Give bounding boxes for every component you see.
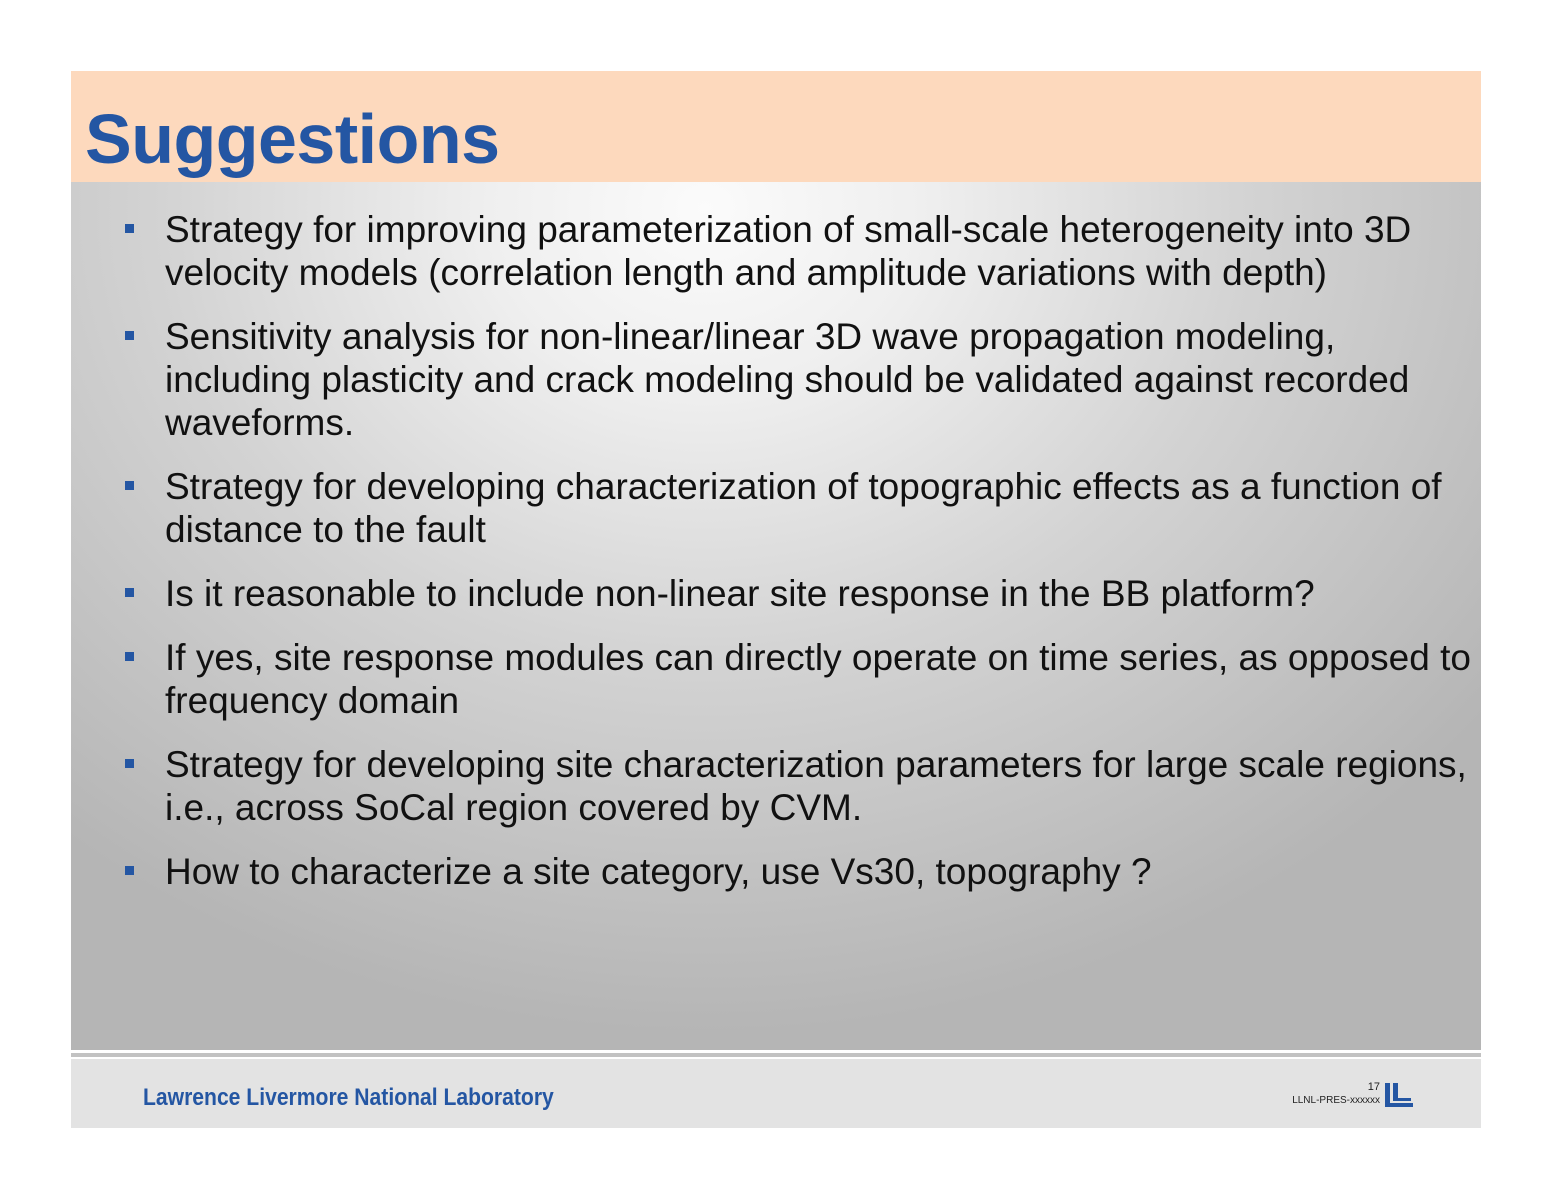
bullet-marker-icon	[125, 759, 134, 768]
bullet-item	[71, 315, 1471, 444]
footer-organization: Lawrence Livermore National Laboratory	[143, 1084, 554, 1111]
bullet-text: If yes, site response modules can directly operate on time series, as opposed to frequency domain	[165, 637, 1471, 721]
bullet-marker-icon	[125, 224, 134, 233]
bullet-marker-icon	[125, 652, 134, 661]
slide	[71, 71, 1481, 1128]
bullet-text: Is it reasonable to include non-linear site response in the BB platform?	[165, 573, 1315, 614]
page-number: 17	[1367, 1081, 1380, 1093]
bullet-marker-icon	[125, 588, 134, 597]
title-bar	[71, 71, 1481, 182]
bullet-item	[71, 572, 1471, 615]
slide-content	[71, 182, 1481, 1050]
bullet-text: How to characterize a site category, use Vs30, topography ?	[165, 851, 1152, 892]
document-id: LLNL-PRES-xxxxxx	[1292, 1095, 1380, 1106]
bullet-item	[71, 465, 1471, 551]
bullet-marker-icon	[125, 866, 134, 875]
bullet-list	[71, 208, 1471, 914]
bullet-item	[71, 636, 1471, 722]
bullet-text: Strategy for developing characterization of topographic effects as a function of distance to the fault	[165, 466, 1442, 550]
bullet-marker-icon	[125, 331, 134, 340]
llnl-logo-icon	[1384, 1083, 1414, 1109]
bullet-text: Strategy for improving parameterization of small-scale heterogeneity into 3D velocity models (correlation length and amplitude variations with depth)	[165, 209, 1412, 293]
bullet-text: Sensitivity analysis for non-linear/linear 3D wave propagation modeling, including plasticity and crack modeling should be validated against recorded waveforms.	[165, 316, 1410, 443]
footer-divider	[71, 1053, 1481, 1057]
bullet-marker-icon	[125, 481, 134, 490]
bullet-item	[71, 208, 1471, 294]
slide-title: Suggestions	[85, 100, 500, 178]
bullet-item	[71, 743, 1471, 829]
footer	[71, 1059, 1481, 1128]
bullet-item	[71, 850, 1471, 893]
bullet-text: Strategy for developing site characterization parameters for large scale regions, i.e., across SoCal region covered by CVM.	[165, 744, 1467, 828]
